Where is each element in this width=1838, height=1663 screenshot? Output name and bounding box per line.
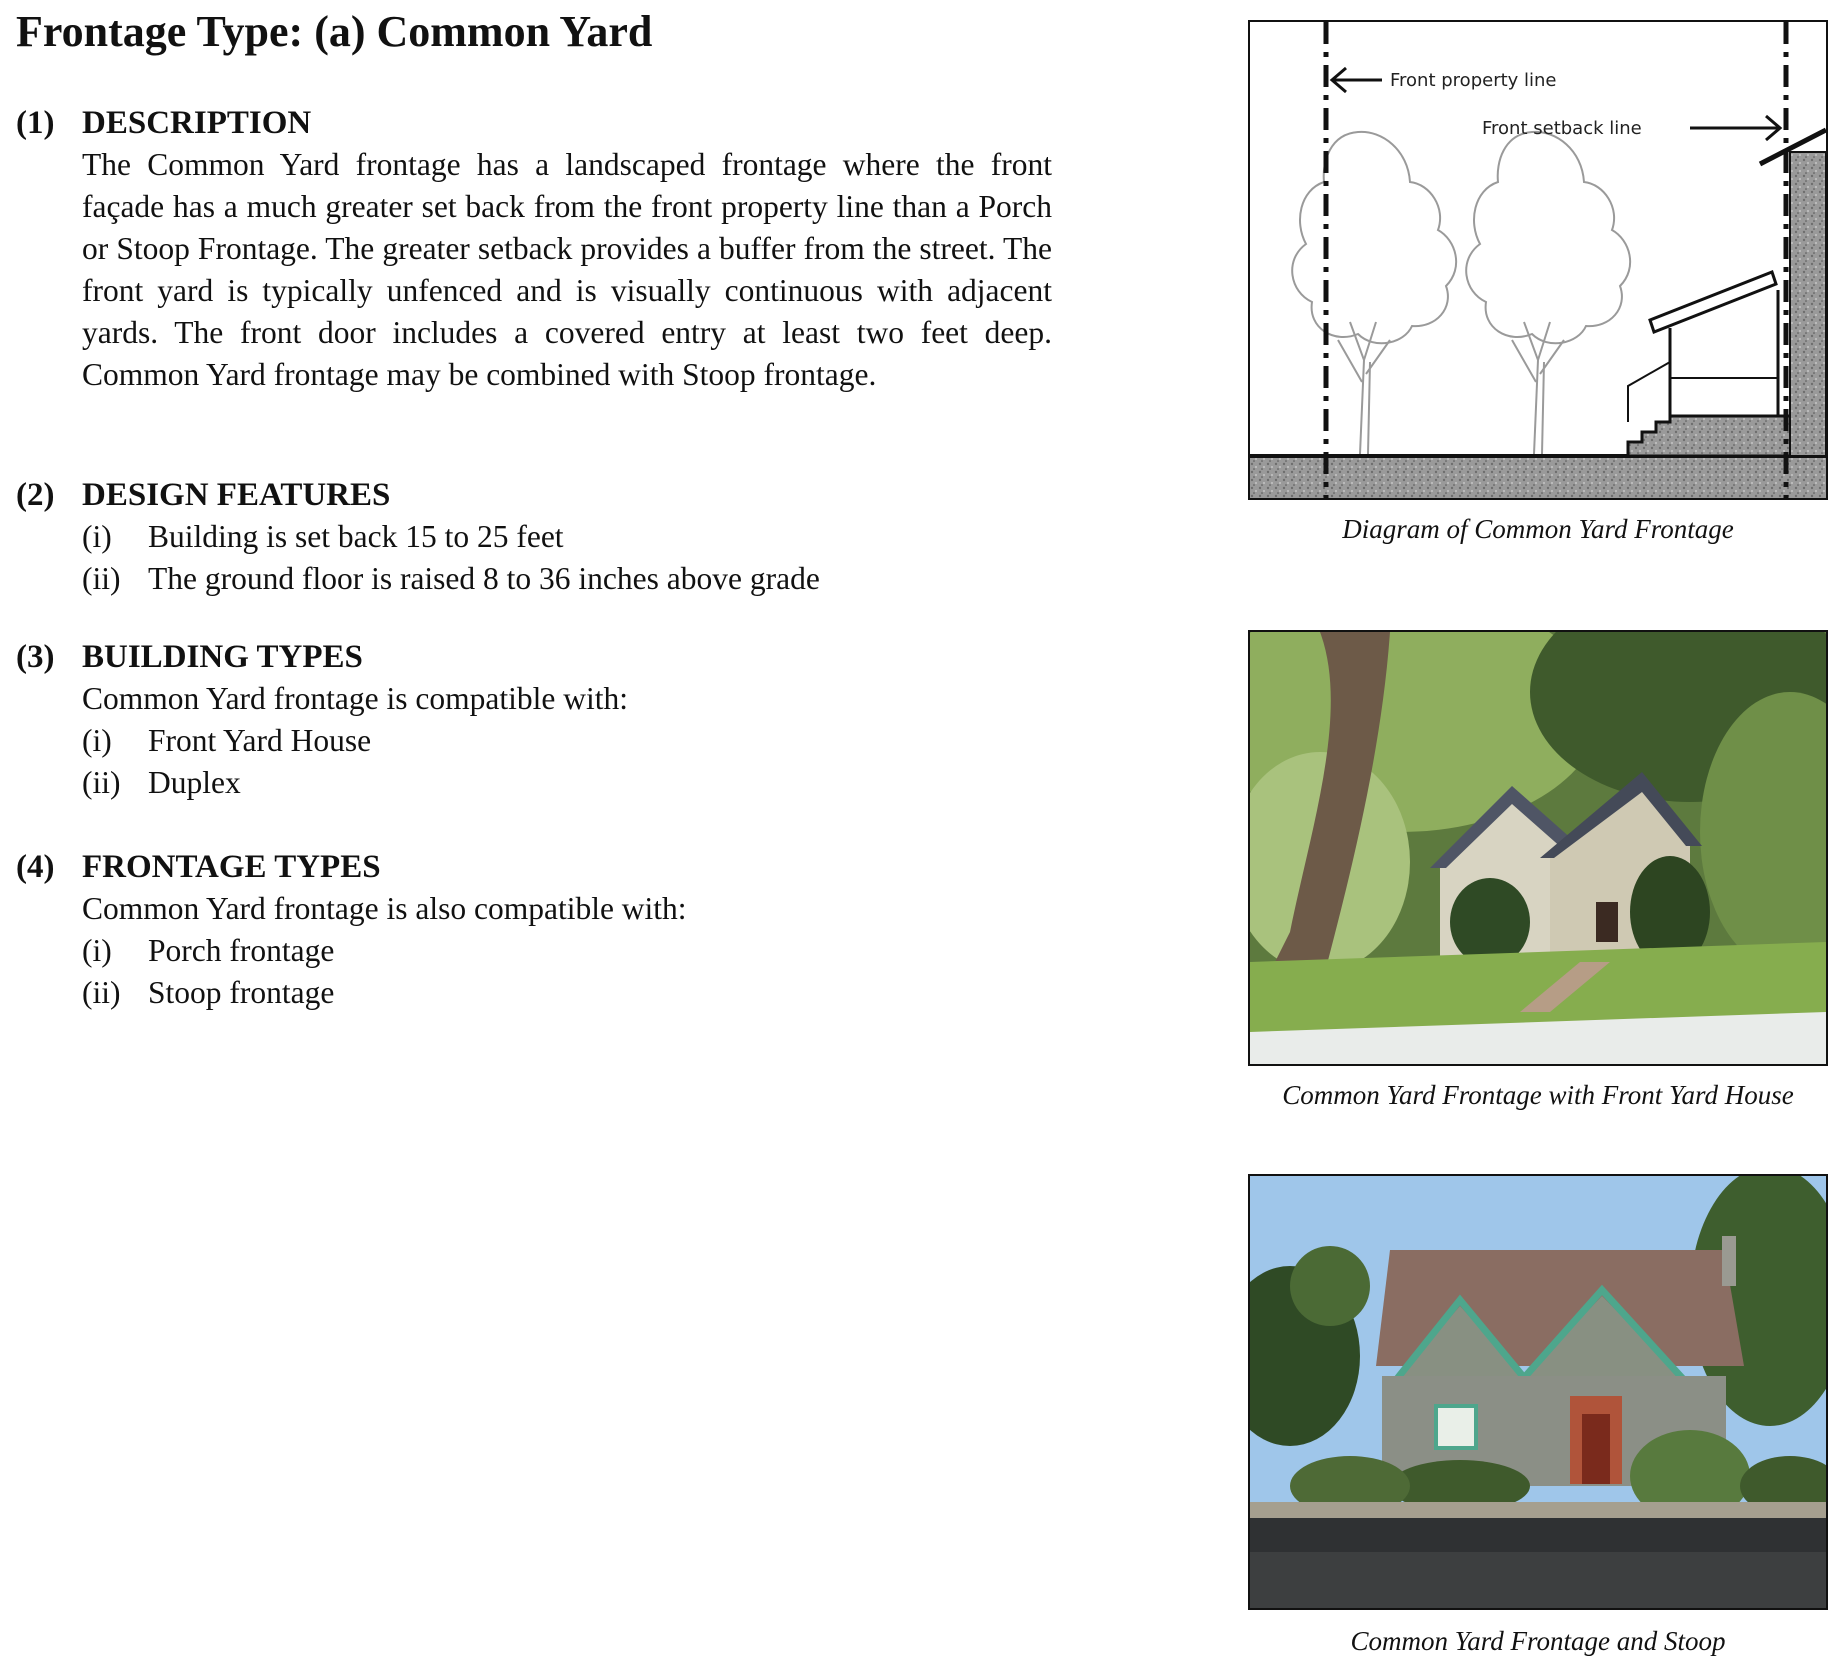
tree-icon bbox=[1292, 132, 1456, 454]
porch-roof bbox=[1650, 272, 1776, 332]
section-number: (4) bbox=[16, 849, 55, 885]
section-intro: Common Yard frontage is compatible with: bbox=[82, 681, 628, 716]
item-number: (i) bbox=[82, 519, 112, 554]
photo-stoop-house bbox=[1248, 1174, 1828, 1610]
photo1-caption: Common Yard Frontage with Front Yard House bbox=[1282, 1080, 1794, 1110]
page-title: Frontage Type: (a) Common Yard bbox=[16, 7, 653, 56]
arrow-right-icon bbox=[1690, 116, 1780, 140]
item-number: (ii) bbox=[82, 975, 121, 1010]
stair-rail bbox=[1628, 362, 1670, 422]
frontage-diagram bbox=[1248, 20, 1828, 500]
item-text: Front Yard House bbox=[148, 723, 372, 758]
section-title: DESIGN FEATURES bbox=[82, 477, 391, 513]
photo-front-yard-house bbox=[1248, 630, 1828, 1066]
section-frontage-types bbox=[16, 846, 1036, 1014]
section-heading bbox=[16, 474, 1036, 516]
item-text: Porch frontage bbox=[148, 933, 335, 968]
list-item bbox=[82, 558, 1036, 600]
list-item bbox=[82, 972, 1036, 1014]
list-item bbox=[82, 930, 1036, 972]
photo-drawing bbox=[1250, 1176, 1826, 1608]
section-intro: Common Yard frontage is also compatible with: bbox=[82, 891, 687, 926]
ground-section bbox=[1250, 456, 1826, 498]
item-text: Building is set back 15 to 25 feet bbox=[148, 519, 564, 554]
photo-drawing bbox=[1250, 632, 1826, 1064]
diagram-caption: Diagram of Common Yard Frontage bbox=[1342, 514, 1734, 544]
list-item bbox=[82, 720, 1036, 762]
section-title: BUILDING TYPES bbox=[82, 639, 363, 675]
list-item bbox=[82, 516, 1036, 558]
tree-icon bbox=[1466, 132, 1630, 454]
section-heading bbox=[16, 102, 1036, 144]
property-line-label: Front property line bbox=[1390, 70, 1557, 91]
section-title: DESCRIPTION bbox=[82, 105, 312, 141]
section-number: (3) bbox=[16, 639, 55, 675]
item-number: (ii) bbox=[82, 561, 121, 596]
item-number: (i) bbox=[82, 933, 112, 968]
section-title: FRONTAGE TYPES bbox=[82, 849, 381, 885]
building-base bbox=[1628, 416, 1810, 456]
section-heading bbox=[16, 636, 1036, 678]
item-number: (ii) bbox=[82, 765, 121, 800]
description-paragraph: The Common Yard frontage has a landscaped frontage where the front façade has a much greater set back from the front property line than a Porch or Stoop Frontage. The greater setback provides a buffer from the street. The front yard is typically unfenced and is visually continuous with adjacent yards. The front door includes a covered entry at least two feet deep. Common Yard frontage may be combined with Stoop frontage. bbox=[82, 147, 1052, 392]
photo2-caption: Common Yard Frontage and Stoop bbox=[1350, 1626, 1726, 1656]
setback-line-label: Front setback line bbox=[1482, 118, 1642, 139]
section-heading bbox=[16, 846, 1036, 888]
section-number: (1) bbox=[16, 105, 55, 141]
list-item bbox=[82, 762, 1036, 804]
item-text: Duplex bbox=[148, 765, 241, 800]
section-number: (2) bbox=[16, 477, 55, 513]
section-description bbox=[16, 102, 1052, 396]
building-wall bbox=[1790, 152, 1826, 456]
item-text: Stoop frontage bbox=[148, 975, 335, 1010]
item-number: (i) bbox=[82, 723, 112, 758]
section-design-features bbox=[16, 474, 1036, 600]
diagram-drawing bbox=[1250, 22, 1826, 498]
item-text: The ground floor is raised 8 to 36 inches above grade bbox=[148, 561, 820, 596]
arrow-left-icon bbox=[1332, 68, 1382, 92]
section-building-types bbox=[16, 636, 1036, 804]
